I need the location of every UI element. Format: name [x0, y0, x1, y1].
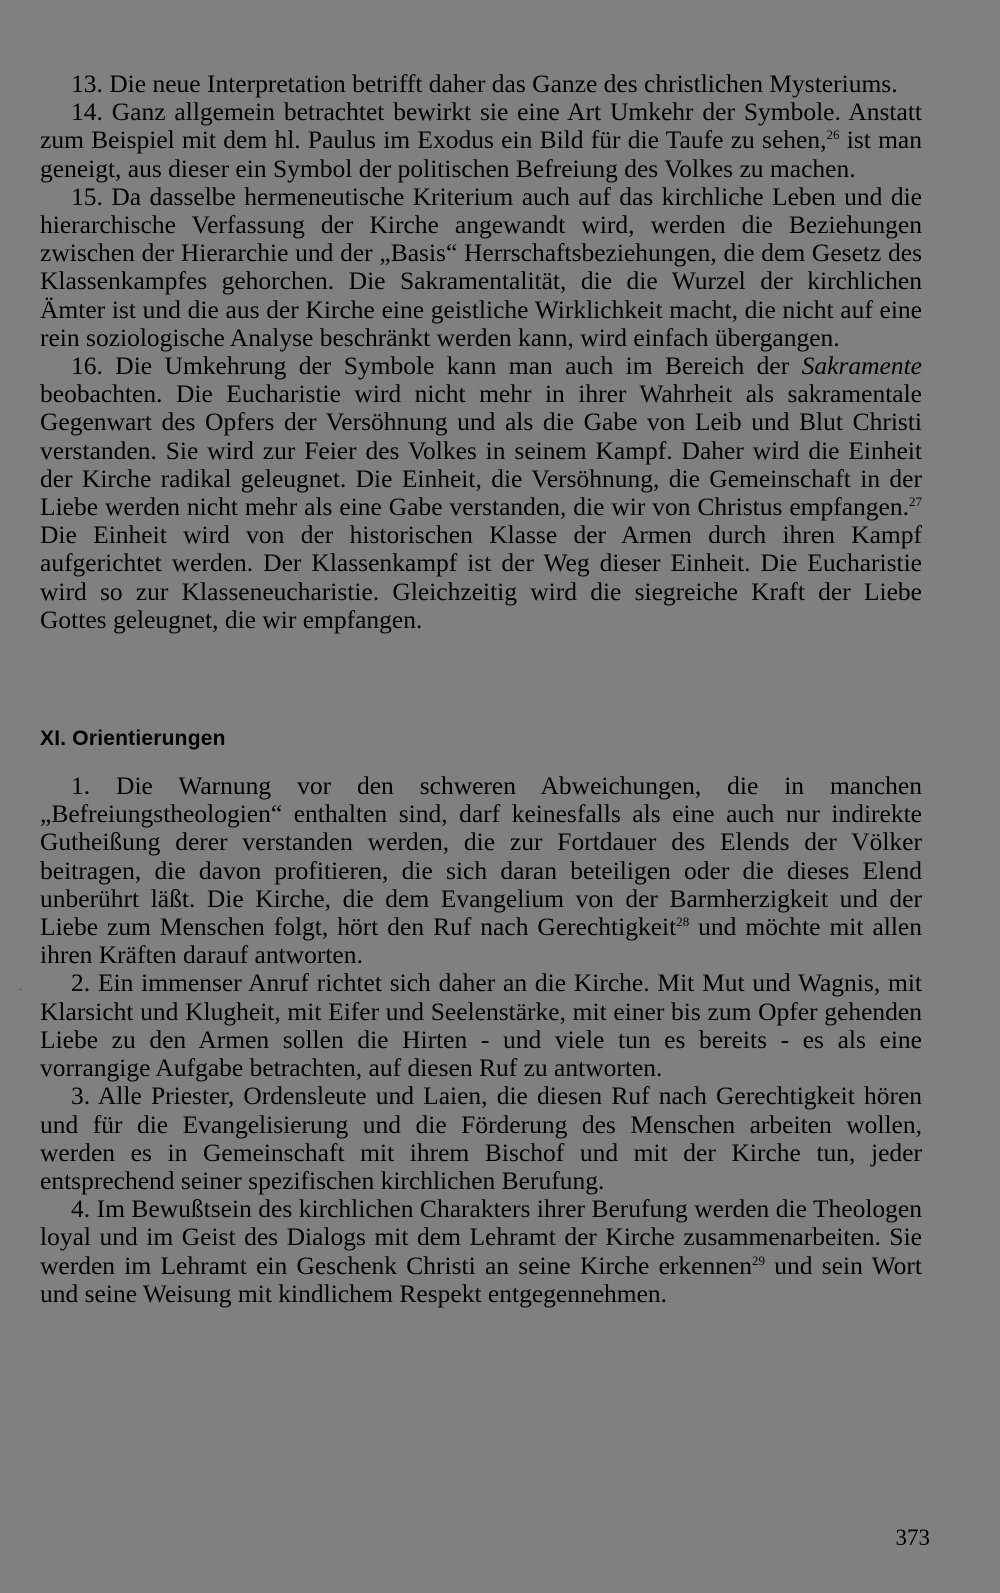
- paragraph-number: 13.: [71, 69, 103, 98]
- paragraph-text: Die neue Interpretation betrifft daher das Ganze des christlichen Mysteriums.: [109, 69, 898, 98]
- paragraph-number: 1.: [71, 771, 91, 801]
- paragraph-text: Im Bewußtsein des kirchlichen Charakters ihrer Berufung werden die Theologen loyal und im Geist des Dialogs mit dem Lehramt der Kirche zusammenarbeiten. Sie werden im Lehramt ein Geschenk Christi an seine Kirche erkennen: [40, 1194, 923, 1280]
- paragraph-number: 16.: [71, 351, 103, 381]
- page-number: 373: [895, 1525, 930, 1550]
- paragraph-text: Die Warnung vor den schweren Abweichungen, die in manchen „Befreiungstheologien“ enthalten sind, darf keinesfalls als eine auch nur indirekte Gutheißung derer verstanden werden, die zur Fortdauer des Elends der Völker beitragen, die davon profitieren, die sich daran beteiligen oder die dieses Elend unberührt läßt. Die Kirche, die dem Evangelium von der Barmherzigkeit und der Liebe zum Menschen folgt, hört den Ruf nach Gerechtigkeit: [40, 771, 923, 942]
- paragraph-text: und möchte mit allen ihren Kräften darauf antworten.: [40, 912, 922, 970]
- paragraphs-after-heading: [40, 772, 922, 1308]
- footnote-reference: 29: [752, 1252, 766, 1268]
- paragraph-text: Da dasselbe hermeneutische Kriterium auch auf das kirchliche Leben und die hierarchische Verfassung der Kirche angewandt wird, werden die Beziehungen zwischen der Hierarchie und der „Basis“ Herrschaftsbeziehungen, die dem Gesetz des Klassenkampfes gehorchen. Die Sakramentalität, die die Wurzel der kirchlichen Ämter ist und die aus der Kirche eine geistliche Wirklichkeit macht, die nicht auf eine rein soziologische Analyse beschränkt werden kann, wird einfach übergangen.: [40, 181, 922, 352]
- paragraph: [40, 352, 922, 634]
- paragraphs-before-heading: [40, 70, 922, 634]
- footnote-reference: 27: [909, 494, 922, 510]
- footnote-reference: 26: [826, 127, 840, 143]
- emphasized-text: Sakramente: [801, 351, 923, 381]
- paragraph: [40, 1195, 922, 1308]
- paragraph: [40, 183, 922, 352]
- paragraph-number: 3.: [71, 1081, 91, 1111]
- paragraph: [40, 772, 922, 969]
- paragraph: [40, 70, 922, 98]
- footnote-reference: 28: [676, 914, 690, 930]
- paragraph-number: 2.: [71, 968, 91, 998]
- paragraph-text: und sein Wort und seine Weisung mit kindlichem Respekt entgegennehmen.: [40, 1250, 923, 1308]
- document-page: [40, 70, 922, 1308]
- paragraph: [40, 969, 922, 1082]
- paragraph-number: 15.: [71, 181, 103, 211]
- scan-speck: ·: [19, 985, 23, 996]
- paragraph-text: Ganz allgemein betrachtet bewirkt sie eine Art Umkehr der Symbole. Anstatt zum Beispiel mit dem hl. Paulus im Exodus ein Bild für die Taufe zu sehen,: [40, 97, 923, 155]
- section-heading: XI. Orientierungen: [40, 727, 226, 751]
- paragraph-number: 14.: [71, 97, 103, 127]
- paragraph: [40, 1082, 922, 1195]
- paragraph-number: 4.: [71, 1194, 91, 1224]
- paragraph-text: beobachten. Die Eucharistie wird nicht mehr in ihrer Wahrheit als sakramentale Gegenwart des Opfers der Versöhnung und als die Gabe von Leib und Blut Christi verstanden. Sie wird zur Feier des Volkes in seinem Kampf. Daher wird die Einheit der Kirche radikal geleugnet. Die Einheit, die Versöhnung, die Gemeinschaft in der Liebe werden nicht mehr als eine Gabe verstanden, die wir von Christus empfangen.: [40, 379, 922, 522]
- paragraph-text: Die Umkehrung der Symbole kann man auch im Bereich der: [115, 351, 802, 381]
- paragraph: [40, 98, 922, 183]
- paragraph-text: ist man geneigt, aus dieser ein Symbol der politischen Befreiung des Volkes zu machen.: [40, 125, 923, 183]
- paragraph-text: Die Einheit wird von der historischen Klasse der Armen durch ihren Kampf aufgerichtet werden. Der Klassenkampf ist der Weg dieser Einheit. Die Eucharistie wird so zur Klasseneucharistie. Gleichzeitig wird die siegreiche Kraft der Liebe Gottes geleugnet, die wir empfangen.: [40, 520, 922, 634]
- paragraph-text: Alle Priester, Ordensleute und Laien, die diesen Ruf nach Gerechtigkeit hören und für die Evangelisierung und die Förderung des Menschen arbeiten wollen, werden es in Gemeinschaft mit ihrem Bischof und mit der Kirche tun, jeder entsprechend seiner spezifischen kirchlichen Berufung.: [40, 1081, 923, 1195]
- paragraph-text: Ein immenser Anruf richtet sich daher an die Kirche. Mit Mut und Wagnis, mit Klarsicht und Klugheit, mit Eifer und Seelenstärke, mit einer bis zum Opfer gehenden Liebe zu den Armen sollen die Hirten - und viele tun es bereits - es als eine vorrangige Aufgabe betrachten, auf diesen Ruf zu antworten.: [40, 968, 922, 1083]
